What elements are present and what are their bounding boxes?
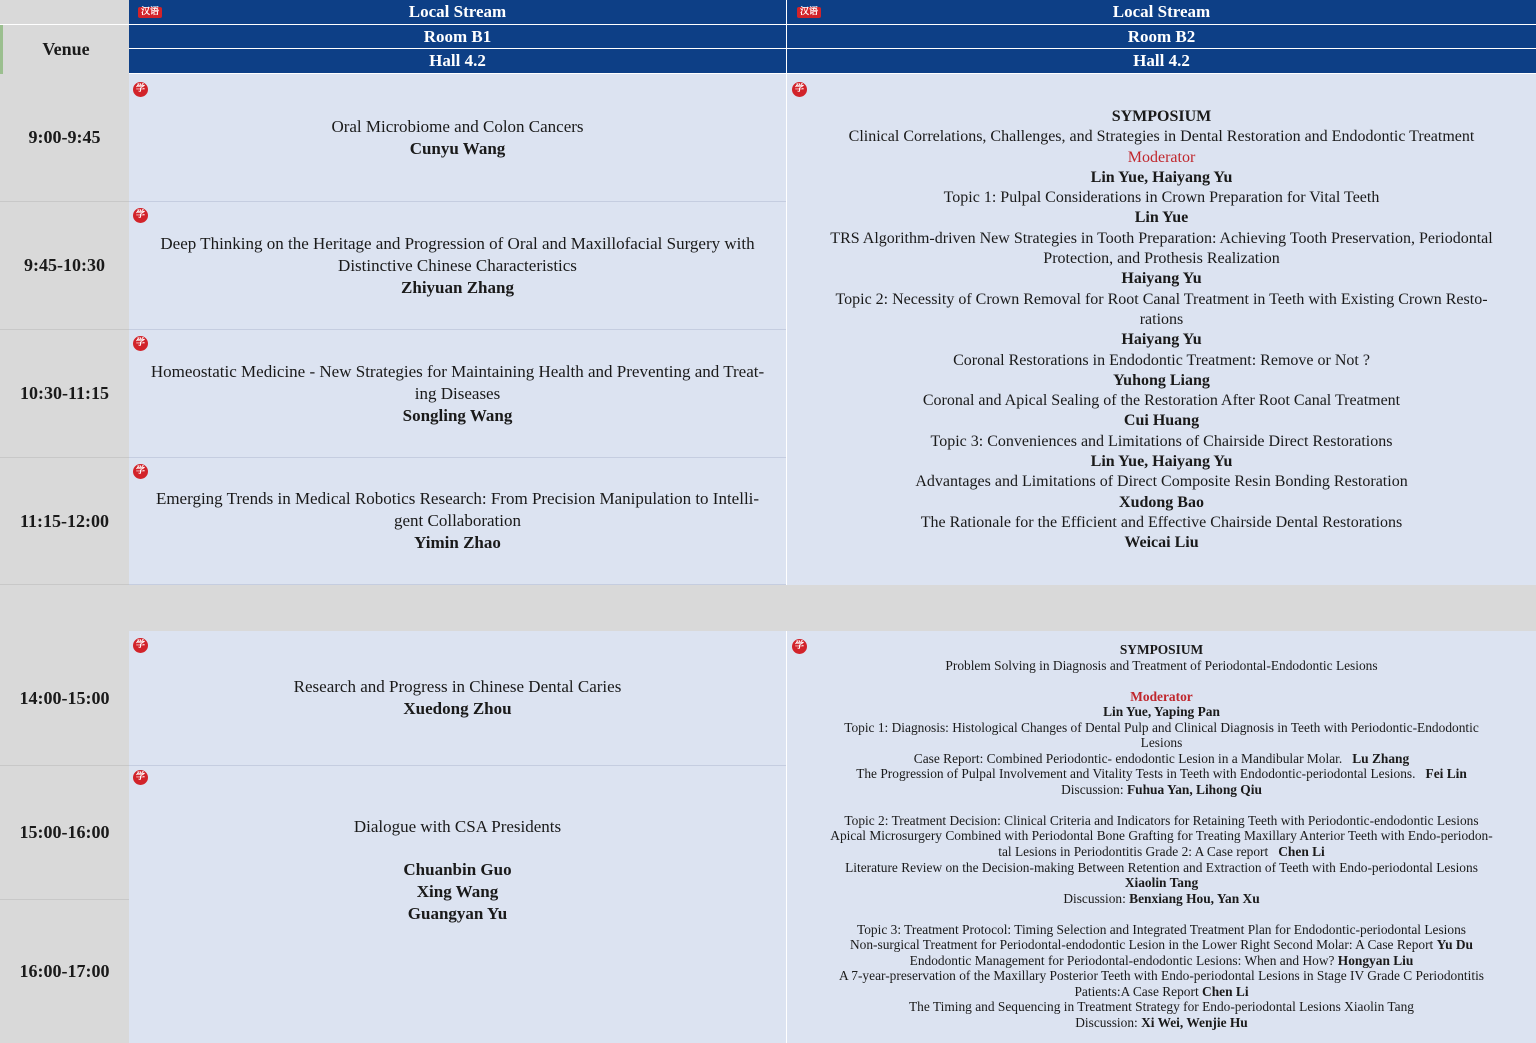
left-room-label: Room B1 [423, 27, 492, 46]
session-speaker: Cunyu Wang [409, 138, 506, 158]
symposium-text: Lesions [1140, 735, 1183, 751]
symposium-speaker: Chen Li [1278, 844, 1325, 860]
symposium-topic: Topic 3: Conveniences and Limitations of Chairside Direct Restorations [930, 432, 1393, 450]
right-room-label: Room B2 [1127, 27, 1196, 46]
symposium-topic: Topic 2: Necessity of Crown Removal for Root Canal Treatment in Teeth with Existing Crown Resto- [835, 290, 1488, 308]
right-hall-label: Hall 4.2 [1133, 51, 1190, 70]
symposium-line [791, 828, 1532, 844]
symposium-topic: rations [1139, 310, 1184, 328]
symposium-line [791, 735, 1532, 751]
moderator-label: Moderator [1130, 688, 1193, 704]
header-corner [0, 0, 129, 25]
symposium-topic: Coronal and Apical Sealing of the Restoration After Root Canal Treatment [922, 392, 1401, 410]
session-cell [129, 330, 786, 458]
session-title: Homeostatic Medicine - New Strategies for Maintaining Health and Preventing and Treat- [150, 361, 765, 381]
lunch-break-row [0, 585, 1536, 631]
symposium-line [791, 782, 1532, 798]
symposium-topic: Protection, and Prothesis Realization [1043, 250, 1280, 268]
session-cell [129, 202, 786, 330]
academic-icon: 学 [133, 464, 148, 479]
symposium-speaker: Lin Yue, Haiyang Yu [1090, 168, 1233, 186]
symposium-text: Discussion: [1063, 890, 1130, 906]
symposium-text: The Timing and Sequencing in Treatment Strategy for Endo-periodontal Lesions Xiaolin Tang [909, 999, 1414, 1015]
left-stream-header [129, 0, 786, 25]
symposium-speaker: Lu Zhang [1352, 750, 1410, 766]
session-cell [129, 458, 786, 585]
column-divider [786, 0, 787, 585]
academic-icon: 学 [792, 82, 807, 97]
academic-icon: 学 [792, 639, 807, 654]
symposium-line [791, 937, 1532, 953]
symposium-speaker: Fuhua Yan, Lihong Qiu [1126, 781, 1262, 797]
session-title: Deep Thinking on the Heritage and Progression of Oral and Maxillofacial Surgery with [160, 233, 755, 253]
symposium-line [791, 720, 1532, 736]
symposium-speaker: Lin Yue, Haiyang Yu [1090, 453, 1233, 471]
time-slot: 15:00-16:00 [0, 766, 129, 900]
symposium-speaker: Benxiang Hou, Yan Xu [1129, 890, 1260, 906]
session-cell [129, 74, 786, 202]
academic-icon: 学 [133, 208, 148, 223]
session-speaker: Zhiyuan Zhang [401, 277, 514, 297]
symposium-text: Topic 2: Treatment Decision: Clinical Criteria and Indicators for Retaining Teeth with Periodontic-endodontic Lesions [844, 812, 1479, 828]
symposium-text: Case Report: Combined Periodontic- endodontic Lesion in a Mandibular Molar. [913, 750, 1353, 766]
symposium-line [791, 968, 1532, 984]
session-speaker: Xing Wang [416, 882, 499, 901]
symposium-text: The Progression of Pulpal Involvement and Vitality Tests in Teeth with Endodontic-periodontal Lesions. [856, 766, 1426, 782]
symposium-line [791, 704, 1532, 720]
line-spacer [791, 797, 1532, 813]
column-divider [786, 631, 787, 1043]
symposium-text: Topic 1: Diagnosis: Histological Changes of Dental Pulp and Clinical Diagnosis in Teeth with Periodontic-Endodontic [844, 719, 1479, 735]
chinese-language-icon: 汉语 [797, 7, 821, 18]
symposium-text: Problem Solving in Diagnosis and Treatment of Periodontal-Endodontic Lesions [945, 657, 1378, 673]
symposium-speaker: Yu Du [1436, 937, 1473, 953]
time-slot: 16:00-17:00 [0, 900, 129, 1043]
symposium-morning [787, 74, 1536, 585]
symposium-topic: Topic 1: Pulpal Considerations in Crown Preparation for Vital Teeth [943, 189, 1380, 207]
symposium-text: Non-surgical Treatment for Periodontal-endodontic Lesion in the Lower Right Second Molar: A Case Report [850, 937, 1437, 953]
session-cell [129, 766, 786, 1043]
symposium-text: Discussion: [1061, 781, 1127, 797]
time-slot: 14:00-15:00 [0, 631, 129, 766]
time-slot: 11:15-12:00 [0, 458, 129, 585]
symposium-topic: The Rationale for the Efficient and Effective Chairside Dental Restorations [920, 513, 1403, 531]
symposium-topic: Advantages and Limitations of Direct Composite Resin Bonding Restoration [915, 473, 1408, 491]
symposium-text: Discussion: [1075, 1014, 1142, 1030]
symposium-speaker: SYMPOSIUM [1111, 108, 1212, 125]
symposium-line [791, 922, 1532, 938]
symposium-speaker: Weicai Liu [1124, 534, 1199, 552]
symposium-lines [791, 642, 1532, 1031]
symposium-speaker: Haiyang Yu [1121, 270, 1202, 288]
symposium-line [791, 891, 1532, 907]
left-hall-header [129, 49, 786, 74]
session-title: Dialogue with CSA Presidents [353, 817, 562, 836]
session-title: Oral Microbiome and Colon Cancers [331, 116, 584, 136]
academic-icon: 学 [133, 638, 148, 653]
symposium-speaker: Xiaolin Tang [1124, 875, 1199, 891]
symposium-text: Patients:A Case Report [1074, 983, 1203, 999]
academic-icon: 学 [133, 336, 148, 351]
symposium-text: Endodontic Management for Periodontal-endodontic Lesions: When and How? [909, 952, 1338, 968]
symposium-line [791, 953, 1532, 969]
symposium-text: A 7-year-preservation of the Maxillary Posterior Teeth with Endo-periodontal Lesions in Stage IV Grade C Periodontitis [839, 968, 1484, 984]
symposium-topic: Coronal Restorations in Endodontic Treatment: Remove or Not ? [953, 351, 1370, 369]
symposium-line [791, 642, 1532, 658]
symposium-line [791, 844, 1532, 860]
right-hall-header [787, 49, 1536, 74]
session-title: ing Diseases [414, 383, 501, 403]
line-spacer [791, 906, 1532, 922]
symposium-speaker: Lin Yue, Yaping Pan [1103, 704, 1220, 720]
venue-label: Venue [0, 25, 129, 74]
symposium-speaker: Fei Lin [1425, 766, 1467, 782]
symposium-speaker: Hongyan Liu [1337, 952, 1414, 968]
session-speaker: Yimin Zhao [414, 533, 501, 552]
symposium-text: tal Lesions in Periodontitis Grade 2: A Case report [998, 844, 1279, 860]
academic-icon: 学 [133, 770, 148, 785]
symposium-speaker: Haiyang Yu [1121, 331, 1202, 349]
symposium-line [791, 751, 1532, 767]
session-speaker: Chuanbin Guo [403, 860, 512, 879]
symposium-text: Topic 3: Treatment Protocol: Timing Selection and Integrated Treatment Plan for Endodontic-periodontal Lesions [856, 921, 1466, 937]
session-title: Research and Progress in Chinese Dental Caries [293, 677, 622, 696]
symposium-topic: TRS Algorithm-driven New Strategies in Tooth Preparation: Achieving Tooth Preservation, Periodontal [830, 229, 1493, 247]
session-title: gent Collaboration [393, 511, 521, 530]
line-spacer [791, 673, 1532, 689]
symposium-speaker: SYMPOSIUM [1119, 642, 1204, 657]
session-speaker: Songling Wang [402, 405, 513, 425]
symposium-line [791, 984, 1532, 1000]
session-speaker: Guangyan Yu [407, 904, 508, 923]
symposium-line [791, 658, 1532, 674]
symposium-text: Literature Review on the Decision-making Between Retention and Extraction of Teeth with Endo-periodontal Lesions [845, 859, 1478, 875]
left-stream-label: Local Stream [408, 2, 507, 21]
right-stream-header [787, 0, 1536, 25]
symposium-line [791, 875, 1532, 891]
symposium-speaker: Cui Huang [1123, 412, 1200, 430]
symposium-speaker: Yuhong Liang [1113, 371, 1210, 389]
session-speaker: Xuedong Zhou [403, 699, 512, 718]
session-title: Distinctive Chinese Characteristics [338, 255, 577, 275]
symposium-speaker: Lin Yue [1134, 209, 1189, 227]
session-title: Emerging Trends in Medical Robotics Research: From Precision Manipulation to Intelli- [155, 489, 760, 508]
symposium-line [791, 689, 1532, 705]
symposium-speaker: Chen Li [1202, 983, 1249, 999]
symposium-line [791, 860, 1532, 876]
academic-icon: 学 [133, 82, 148, 97]
time-slot: 9:00-9:45 [0, 74, 129, 202]
symposium-line [791, 1015, 1532, 1031]
right-room-header [787, 25, 1536, 49]
left-room-header [129, 25, 786, 49]
symposium-text: Apical Microsurgery Combined with Periodontal Bone Grafting for Treating Maxillary Anterior Teeth with Endo-periodon- [830, 828, 1493, 844]
symposium-lines [799, 107, 1524, 554]
moderator-label: Moderator [1127, 148, 1196, 166]
time-slot: 9:45-10:30 [0, 202, 129, 330]
symposium-speaker: Xi Wei, Wenjie Hu [1141, 1014, 1248, 1030]
symposium-line [791, 766, 1532, 782]
session-cell [129, 631, 786, 766]
symposium-line [791, 999, 1532, 1015]
symposium-topic: Clinical Correlations, Challenges, and Strategies in Dental Restoration and Endodontic Treatment [848, 128, 1475, 146]
symposium-line [791, 813, 1532, 829]
time-slot: 10:30-11:15 [0, 330, 129, 458]
chinese-language-icon: 汉语 [138, 7, 162, 18]
symposium-speaker: Xudong Bao [1119, 493, 1204, 511]
symposium-afternoon [787, 631, 1536, 1043]
right-stream-label: Local Stream [1112, 2, 1211, 21]
left-hall-label: Hall 4.2 [429, 51, 486, 70]
